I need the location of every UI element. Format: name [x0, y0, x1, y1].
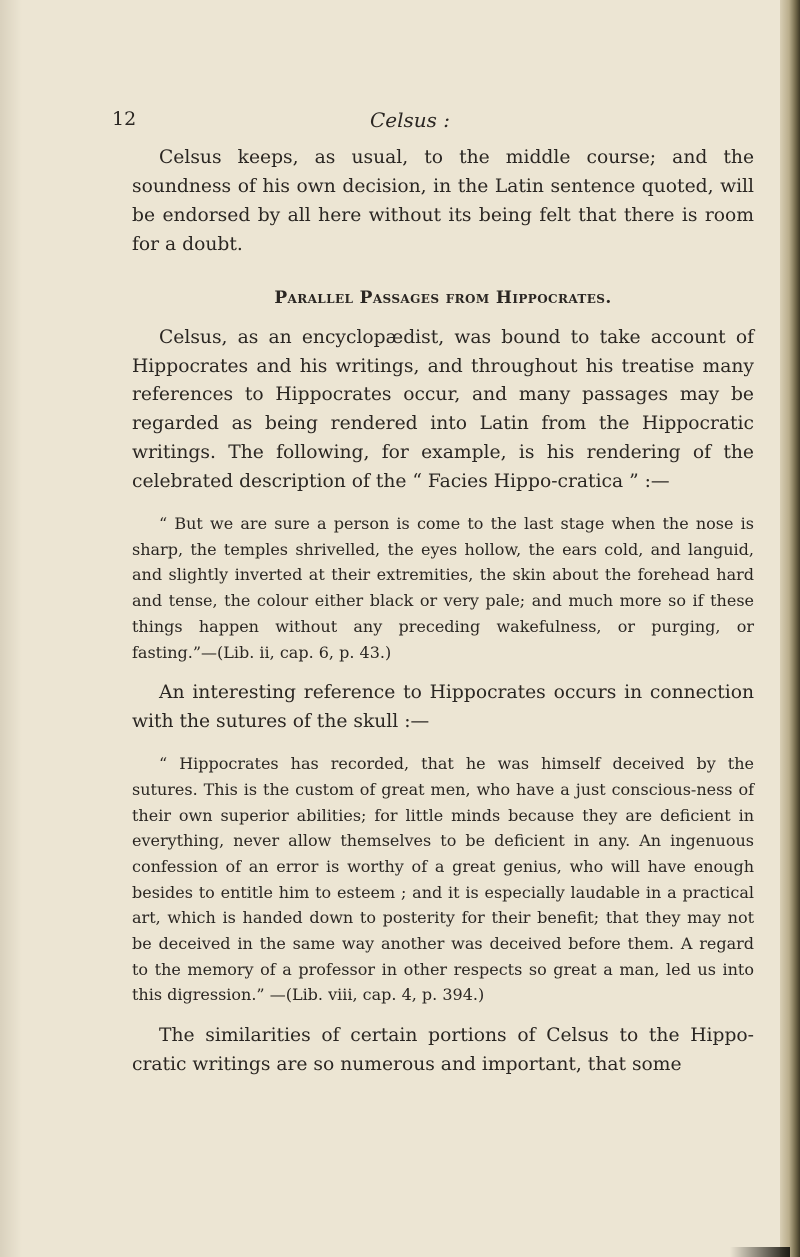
running-title: Celsus : [370, 108, 451, 132]
section-heading: Parallel Passages from Hippocrates. [274, 287, 612, 308]
paragraph-3: An interesting reference to Hippocrates occurs in connection with the sutures of the skull :— [132, 682, 754, 733]
page-left-shadow [0, 0, 22, 1257]
page-right-edge [780, 0, 800, 1257]
page-header [0, 108, 780, 138]
paragraph-2: Celsus, as an encyclopædist, was bound to take account of Hippocrates and his writings, and throughout his treatise many references to Hippocrates occur, and many passages may be regarded as being rendered into Latin from the Hippocratic writings. The following, for example, is his rendering of the celebrated description of the “ Facies Hippo-cratica ” :— [132, 326, 754, 493]
quote-sutures: “ Hippocrates has recorded, that he was himself deceived by the sutures. This is the custom of great men, who have a just conscious-ness of their own superior abilities; for little minds because they are deficient in everything, never allow themselves to be deficient in any. An ingenuous confession of an error is worthy of a great genius, who will have enough besides to entitle him to esteem ; and it is especially laudable in a practical art, which is handed down to posterity for their benefit; that they may not be deceived in the same way another was deceived before them. A regard to the memory of a professor in other respects so great a man, led us into this digression.” —(Lib. viii, cap. 4, p. 394.) [132, 754, 754, 1005]
quote-facies: “ But we are sure a person is come to the last stage when the nose is sharp, the temples shrivelled, the eyes hollow, the ears cold, and languid, and slightly inverted at their extremities, the skin about the forehead hard and tense, the colour either black or very pale; and much more so if these things happen without any preceding wakefulness, or purging, or fasting.”—(Lib. ii, cap. 6, p. 43.) [132, 514, 754, 662]
page-number: 12 [112, 108, 137, 130]
paragraph-4: The similarities of certain portions of Celsus to the Hippo-cratic writings are so numerous and important, that some [132, 1025, 754, 1076]
paragraph-1: Celsus keeps, as usual, to the middle course; and the soundness of his own decision, in the Latin sentence quoted, will be endorsed by all here without its being felt that there is room for a doubt. [132, 147, 754, 255]
page-body [132, 144, 754, 1080]
page-corner-mark [730, 1247, 790, 1257]
